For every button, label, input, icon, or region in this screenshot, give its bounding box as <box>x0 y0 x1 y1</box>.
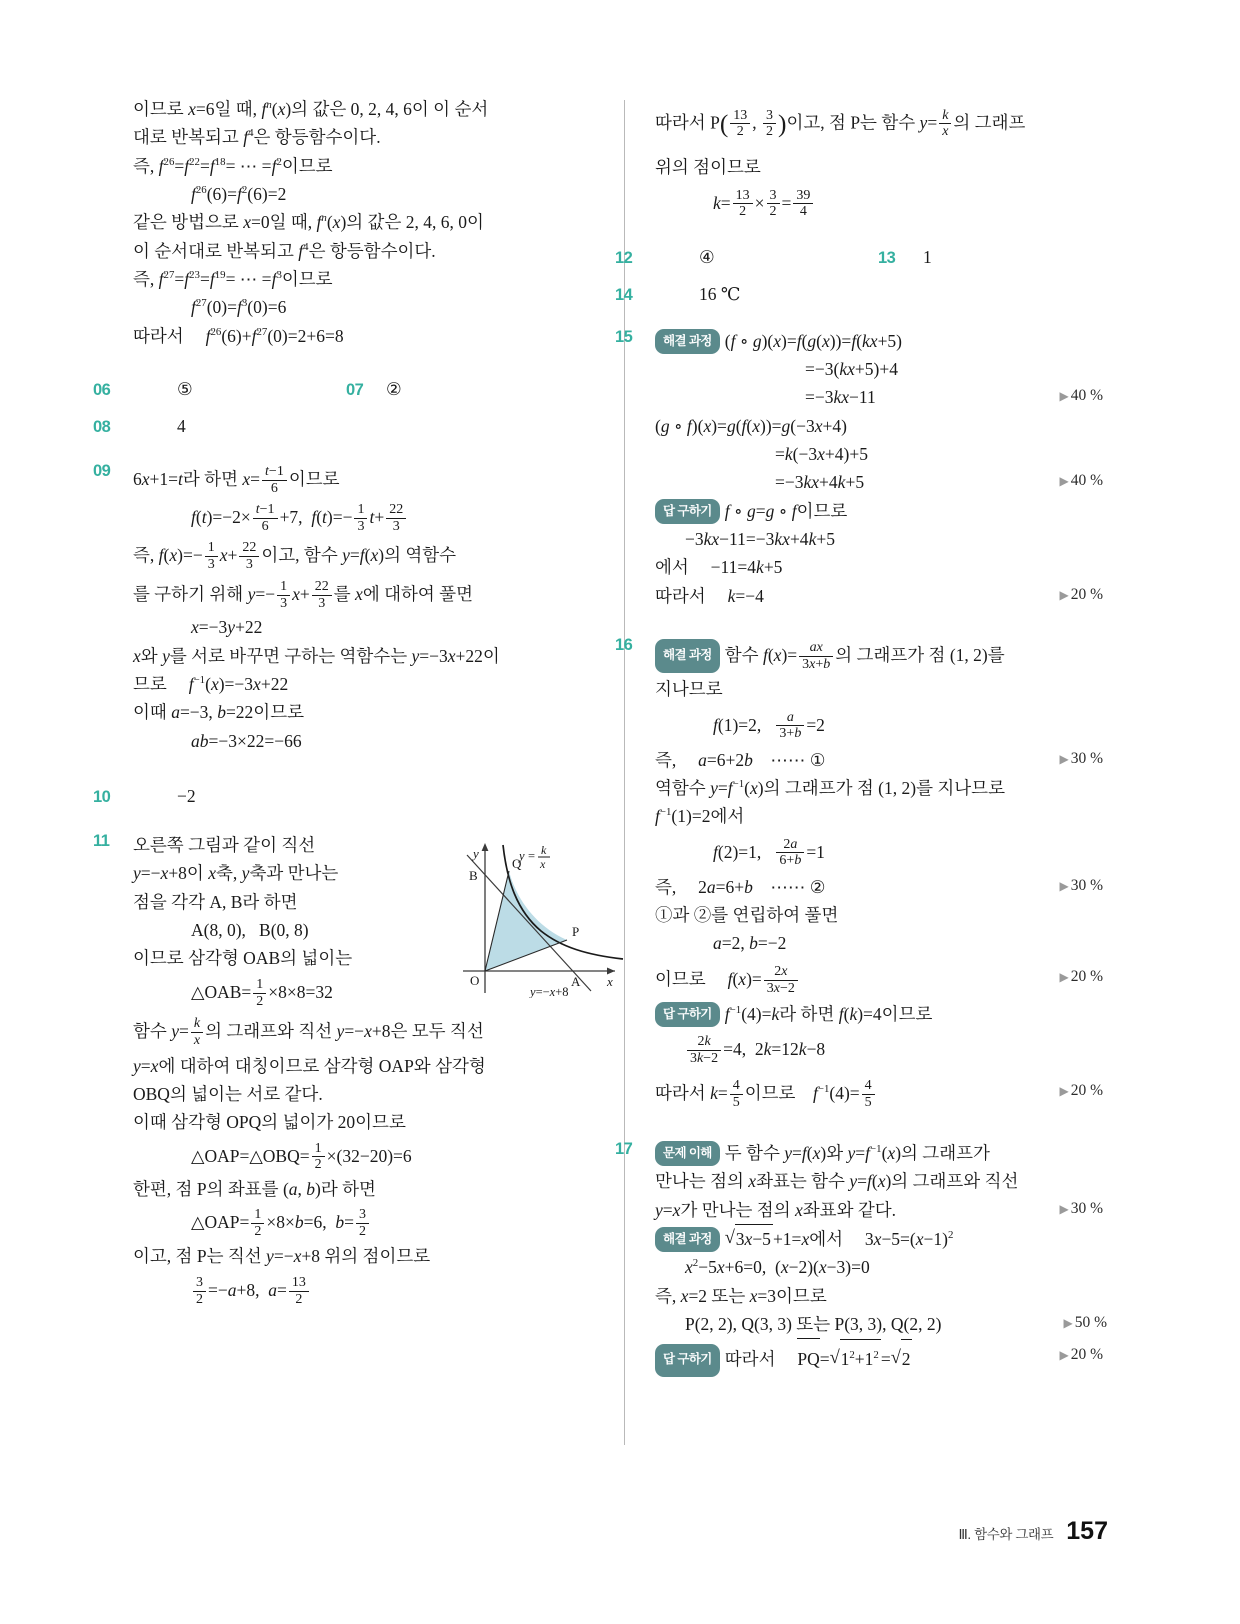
score-marker: ▶ 20 % <box>1059 1081 1103 1099</box>
math-line: 를 구하기 위해 y=− $\frac{1}{3}$ x+ $\frac{22}{3}$ 를 x에 대하여 풀면 <box>133 578 473 611</box>
score-marker: ▶ 20 % <box>1059 1346 1103 1364</box>
problem-block-16 <box>615 635 1103 1114</box>
badge-process: 해결 과정 <box>655 329 720 354</box>
score-marker: ▶ 40 % <box>1059 387 1103 405</box>
math-line: 만나는 점의 x좌표는 함수 y=f(x)의 그래프와 직선 <box>655 1171 1019 1192</box>
score-marker: ▶ 30 % <box>1059 1199 1103 1217</box>
problem-number-09: 09 <box>93 462 111 481</box>
curve-label <box>517 843 550 871</box>
math-line: =k(−3x+4)+5 <box>775 444 868 465</box>
problem-block-09 <box>93 461 563 755</box>
math-line: $\frac{2k}{3k-2}$ =4, 2k=12k−8 <box>655 1028 1085 1072</box>
math-line: 이때 a=−3, b=22이므로 <box>133 702 305 723</box>
math-line: k= $\frac{13}{2}$ × $\frac{3}{2}$ = $\frac{39}{4}$ <box>655 182 1085 224</box>
math-line: 해결 과정 √ 3x−5 +1=x에서 $3x-5=(x-1)^2$ <box>655 1224 1085 1253</box>
math-line: △OAP= $\frac{1}{2}$ ×8×b=6, b= $\frac{3}{2}$ <box>133 1203 563 1242</box>
problem-number-10: 10 <box>93 788 111 807</box>
line-label: y=−x+8 <box>530 985 569 999</box>
problem-number-14: 14 <box>615 285 633 304</box>
math-line: 즉, x=2 또는 x=3이므로 <box>655 1285 827 1306</box>
problem-number-15: 15 <box>615 327 633 346</box>
problem-block-17 <box>615 1139 1107 1379</box>
math-line: f(2)=1, $\frac{2a}{6+b}$ =1 <box>713 836 825 869</box>
score-marker: ▶ 50 % <box>1063 1313 1107 1331</box>
badge-answer: 답 구하기 <box>655 499 720 524</box>
math-line: △OAB= $\frac{1}{2}$ ×8×8=32 <box>191 976 333 1009</box>
math-line: $f^{27}(0)=f^3(0)=6$ <box>191 297 287 318</box>
math-line: 답 구하기 따라서 PQ= √ $1^2+1^2$ = √ 2 ▶ 20 % <box>655 1338 1085 1379</box>
text-line: 이므로 삼각형 OAB의 넓이는 <box>133 948 353 969</box>
answer-value-07: ② <box>386 379 402 400</box>
text-line: 대로 반복되고 $f^4$은 항등함수이다. <box>133 127 381 148</box>
problem-number-07: 07 <box>346 381 364 400</box>
point-label-P: P <box>572 924 580 940</box>
badge-process: 해결 과정 <box>655 639 720 673</box>
text-line: 따라서 $f^{26}(6)+f^{27}(0)=2+6=8$ <box>133 325 344 346</box>
text-line: 즉, $f^{26}=f^{22}=f^{18}=$ ⋯ $=f^2$이므로 <box>133 155 333 176</box>
math-line: (g ∘ f)(x)=g(f(x))=g(−3x+4) <box>655 415 847 436</box>
problem-number-11: 11 <box>93 832 110 851</box>
origin-label: O <box>470 973 480 989</box>
math-line: $x^2-5x+6=0$, (x−2)(x−3)=0 <box>685 1257 870 1278</box>
math-line: 해결 과정 (f ∘ g)(x)=f(g(x))=f(kx+5) <box>655 327 1085 355</box>
left-column <box>93 95 613 1322</box>
math-line: =−3kx−11 ▶ 40 % <box>655 383 1085 411</box>
y-axis-label: y <box>473 846 479 862</box>
problem-block-11 <box>93 831 613 1310</box>
svg-text:k: k <box>541 843 547 858</box>
math-line: ab=−3×22=−66 <box>191 730 302 751</box>
text-line: 즉, $f^{27}=f^{23}=f^{19}=$ ⋯ $=f^3$이므로 <box>133 269 333 290</box>
math-line: 즉, a=6+2b ⋯⋯ ① ▶ 30 % <box>655 746 1085 774</box>
page-number: 157 <box>1066 1517 1108 1545</box>
answer-row-06-07 <box>93 379 563 407</box>
score-marker: ▶ 40 % <box>1059 472 1103 490</box>
svg-text:y: y <box>519 849 525 864</box>
text-line: 같은 방법으로 x=0일 때, $f^n(x)$의 값은 2, 4, 6, 0이 <box>133 212 484 233</box>
problem-number-17: 17 <box>615 1139 633 1158</box>
text-line: 오른쪽 그림과 같이 직선 <box>133 835 316 856</box>
answer-value-06: ⑤ <box>177 379 193 400</box>
math-line: △OAP=△OBQ= $\frac{1}{2}$ ×(32−20)=6 <box>191 1140 412 1173</box>
math-line: 해결 과정 함수 f(x)= $\frac{ax}{3x+b}$ 의 그래프가 점 (1, 2)를 <box>655 635 1085 675</box>
problem-block-15 <box>615 327 1103 610</box>
right-column <box>615 95 1107 1390</box>
math-line: f(1)=2, $\frac{a}{3+b}$ =2 <box>713 709 825 742</box>
math-line: =−3(kx+5)+4 <box>805 359 898 380</box>
math-line: $\frac{3}{2}$ =−a+8, a= $\frac{13}{2}$ <box>133 1270 563 1310</box>
problem-number-16: 16 <box>615 636 633 655</box>
answer-row-14 <box>615 283 1085 312</box>
answer-value-13: 1 <box>923 246 932 267</box>
badge-process: 해결 과정 <box>655 1227 720 1252</box>
math-line: 문제 이해 두 함수 y=f(x)와 $y=f^{-1}(x)$의 그래프가 <box>655 1139 1085 1167</box>
math-line: y=x가 만나는 점의 x좌표와 같다. ▶ 30 % <box>655 1196 1085 1224</box>
answer-row-12-13 <box>615 246 1085 275</box>
math-line: 즉, f(x)=− $\frac{1}{3}$ x+ $\frac{22}{3}$ 이고, 함수 y=f(x)의 역함수 <box>133 540 457 573</box>
point-label-B: B <box>469 868 478 884</box>
point-label-Q: Q <box>512 856 522 872</box>
point-label-A: A <box>571 974 581 990</box>
text-line: 지나므로 <box>655 679 723 700</box>
score-marker: ▶ 30 % <box>1059 749 1103 767</box>
text-line: 위의 점이므로 <box>655 157 761 178</box>
math-line: 에서 −11=4k+5 <box>655 557 783 578</box>
math-line: 답 구하기 $f^{-1}(4)=k$라 하면 f(k)=4이므로 <box>655 1000 1085 1028</box>
math-line: y=x에 대하여 대칭이므로 삼각형 OAP와 삼각형 <box>133 1055 486 1076</box>
text-line: 이 순서대로 반복되고 $f^4$은 항등함수이다. <box>133 240 436 261</box>
answer-value-14: 16 ℃ <box>699 283 741 304</box>
math-line: =−3kx+4k+5 ▶ 40 % <box>655 468 1085 496</box>
problem-number-06: 06 <box>93 381 111 400</box>
math-line: 따라서 k=−4 ▶ 20 % <box>655 582 1085 610</box>
text-line: OBQ의 넓이는 서로 같다. <box>133 1083 323 1104</box>
answer-row-08 <box>93 416 563 444</box>
math-line: x=−3y+22 <box>191 617 263 638</box>
chapter-label: Ⅲ. 함수와 그래프 <box>958 1527 1054 1542</box>
text-line: ①과 ②를 연립하여 풀면 <box>655 905 839 926</box>
continuation-block <box>133 95 563 350</box>
math-line: 한편, 점 P의 좌표를 (a, b)라 하면 <box>133 1179 376 1200</box>
score-marker: ▶ 20 % <box>1059 585 1103 603</box>
continuation-block-11 <box>655 95 1085 224</box>
math-line: 따라서 k= $\frac{4}{5}$ 이므로 $f^{-1}(4)=$ $\frac{4}{5}$ ▶ 20 % <box>655 1072 1085 1114</box>
math-line: −3kx−11=−3kx+4k+5 <box>685 529 835 550</box>
badge-answer: 답 구하기 <box>655 1002 720 1027</box>
math-line: 이므로 f(x)= $\frac{2x}{3x-2}$ ▶ 20 % <box>655 958 1085 1000</box>
math-line: 답 구하기 f ∘ g=g ∘ f이므로 <box>655 497 1085 525</box>
problem-number-13: 13 <box>878 248 896 267</box>
badge-answer: 답 구하기 <box>655 1344 720 1377</box>
text-line: 이때 삼각형 OPQ의 넓이가 20이므로 <box>133 1112 406 1133</box>
y-axis-arrow <box>482 843 489 851</box>
math-line: 따라서 P( $\frac{13}{2}$ , $\frac{3}{2}$ )이고, 점 P는 함수 y= $\frac{k}{x}$ 의 그래프 <box>655 107 1026 140</box>
math-line: x와 y를 서로 바꾸면 구하는 역함수는 y=−3x+22이 <box>133 645 500 666</box>
math-line: 이고, 점 P는 직선 y=−x+8 위의 점이므로 <box>133 1245 431 1266</box>
text-line: 이므로 x=6일 때, $f^n(x)$의 값은 0, 2, 4, 6이 이 순서 <box>133 99 489 119</box>
math-line: 즉, 2a=6+b ⋯⋯ ② ▶ 30 % <box>655 873 1085 901</box>
score-marker: ▶ 30 % <box>1059 876 1103 894</box>
score-marker: ▶ 20 % <box>1059 967 1103 985</box>
math-line: 함수 y= $\frac{k}{x}$ 의 그래프와 직선 y=−x+8은 모두 직선 <box>133 1016 484 1048</box>
math-line: 역함수 $y=f^{-1}(x)$의 그래프가 점 (1, 2)를 지나므로 <box>655 778 1005 799</box>
text-line: y=−x+8이 x축, y축과 만나는 <box>133 863 339 884</box>
math-line: a=2, b=−2 <box>713 933 787 954</box>
math-line: $f^{26}(6)=f^2(6)=2$ <box>191 184 287 205</box>
math-line: f(t)=−2× $\frac{t-1}{6}$ +7, f(t)=− $\frac{1}{3}$ t+ $\frac{22}{3}$ <box>133 498 563 537</box>
x-axis-label: x <box>607 974 613 990</box>
math-line: A(8, 0), B(0, 8) <box>191 920 309 941</box>
math-line: P(2, 2), Q(3, 3) 또는 P(3, 3), Q(2, 2) ▶ 50 % <box>655 1310 1085 1338</box>
svg-text:=: = <box>528 849 536 864</box>
answer-value-10: −2 <box>177 786 196 807</box>
answer-value-12: ④ <box>699 246 715 267</box>
svg-text:x: x <box>540 857 546 872</box>
answer-value-08: 4 <box>177 416 186 437</box>
page-footer <box>958 1517 1108 1546</box>
problem-number-08: 08 <box>93 418 111 437</box>
math-line: 6x+1=t라 하면 x= $\frac{t-1}{6}$ 이므로 <box>133 464 340 496</box>
answer-row-10 <box>93 786 563 814</box>
text-line: 점을 각각 A, B라 하면 <box>133 891 298 912</box>
problem-number-12: 12 <box>615 248 633 267</box>
math-line: 므로 $f^{-1}(x)=-3x+22$ <box>133 674 289 695</box>
math-line: $f^{-1}(1)=2$에서 <box>655 806 745 827</box>
badge-understand: 문제 이해 <box>655 1141 720 1166</box>
